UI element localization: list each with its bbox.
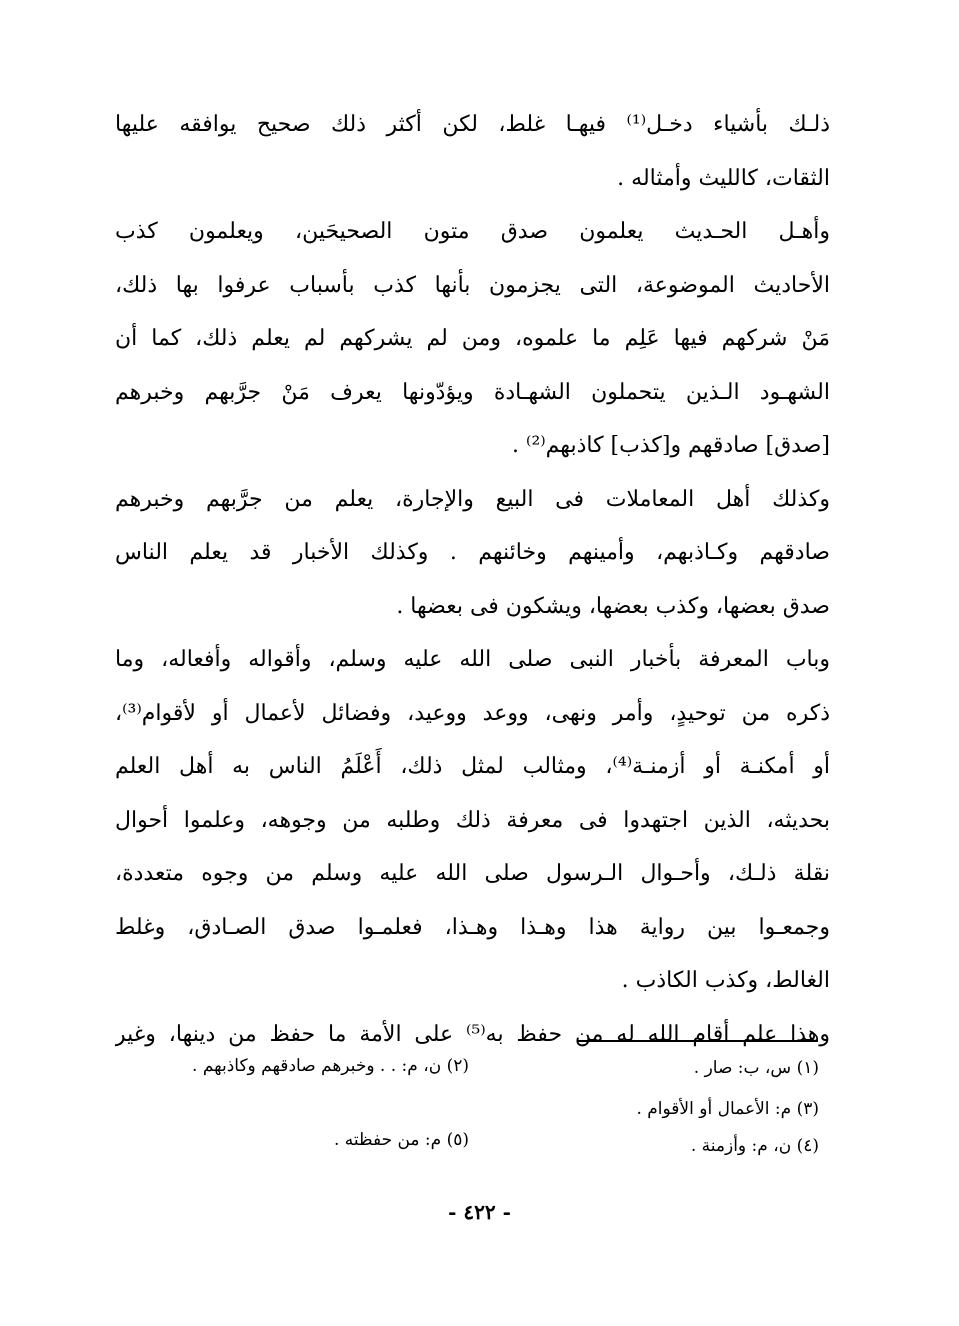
text-line: الغالط، وكذب الكاذب .: [621, 968, 830, 993]
main-text: [115, 98, 830, 1061]
page-number: - ٤٢٢ -: [448, 1200, 511, 1224]
text-line: الثقات، كالليث وأمثاله .: [617, 165, 830, 191]
text-line: [صدق] صادقهم و[كذب] كاذبهم⁽²⁾ .: [512, 433, 830, 458]
footnote-3: (٣) م: الأعمال أو الأقوام .: [636, 1099, 819, 1119]
text-line: مَنْ شركهم فيها عَلِم ما علموه، ومن لم يشركهم لم يعلم ذلك، كما أن: [115, 326, 830, 351]
text-line: وكذلك أهل المعاملات فى البيع والإجارة، يعلم من جرَّبهم وخبرهم: [115, 486, 830, 512]
text-line: ذلـك بأشياء دخـل⁽¹⁾ فيهـا غلط، لكن أكثر ذلك صحيح يوافقه عليها: [115, 112, 830, 137]
footnote-5: (٥) م: من حفظته .: [333, 1130, 469, 1150]
text-line: وجمعـوا بين رواية هذا وهـذا وهـذا، فعلمـوا صدق الصـادق، وغلط: [115, 914, 830, 940]
text-line: ذكره من توحيدٍ، وأمر ونهى، ووعد ووعيد، وفضائل لأعمال أو لأقوام⁽³⁾،: [115, 700, 830, 726]
footnote-2: (٢) ن، م: . . وخبرهم صادقهم وكاذبهم .: [192, 1056, 469, 1076]
footnote-divider: [578, 1040, 818, 1042]
footnote-4: (٤) ن، م: وأزمنة .: [690, 1136, 819, 1156]
text-line: وباب المعرفة بأخبار النبى صلى الله عليه وسلم، وأقواله وأفعاله، وما: [115, 647, 830, 672]
text-line: الأحاديث الموضوعة، التى يجزمون بأنها كذب بأسباب عرفوا بها ذلك،: [115, 272, 830, 298]
text-line: وأهـل الحـديث يعلمون صدق متون الصحيحَين، ويعلمون كذب: [115, 219, 830, 244]
text-line: صادقهم وكـاذبهم، وأمينهم وخائنهم . وكذلك الأخبار قد يعلم الناس: [115, 540, 830, 565]
text-line: وهذا علم أقام الله له من حفظ به⁽⁵⁾ على الأمة ما حفظ من دينها، وغير: [115, 1021, 830, 1047]
text-line: الشهـود الـذين يتحملون الشهـادة ويؤدّونها يعرف مَنْ جرَّبهم وخبرهم: [115, 379, 830, 405]
text-line: نقلة ذلـك، وأحـوال الـرسول صلى الله عليه وسلم من وجوه متعددة،: [115, 861, 830, 886]
text-line: بحديثه، الذين اجتهدوا فى معرفة ذلك وطلبه من وجوهه، وعلموا أحوال: [115, 807, 830, 833]
footnote-1: (١) س، ب: صار .: [693, 1058, 819, 1078]
text-line: صدق بعضها، وكذب بعضها، ويشكون فى بعضها .: [396, 593, 830, 619]
text-line: أو أمكنـة أو أزمنـة⁽⁴⁾، ومثالب لمثل ذلك، أَعْلَمُ الناس به أهل العلم: [115, 754, 830, 779]
